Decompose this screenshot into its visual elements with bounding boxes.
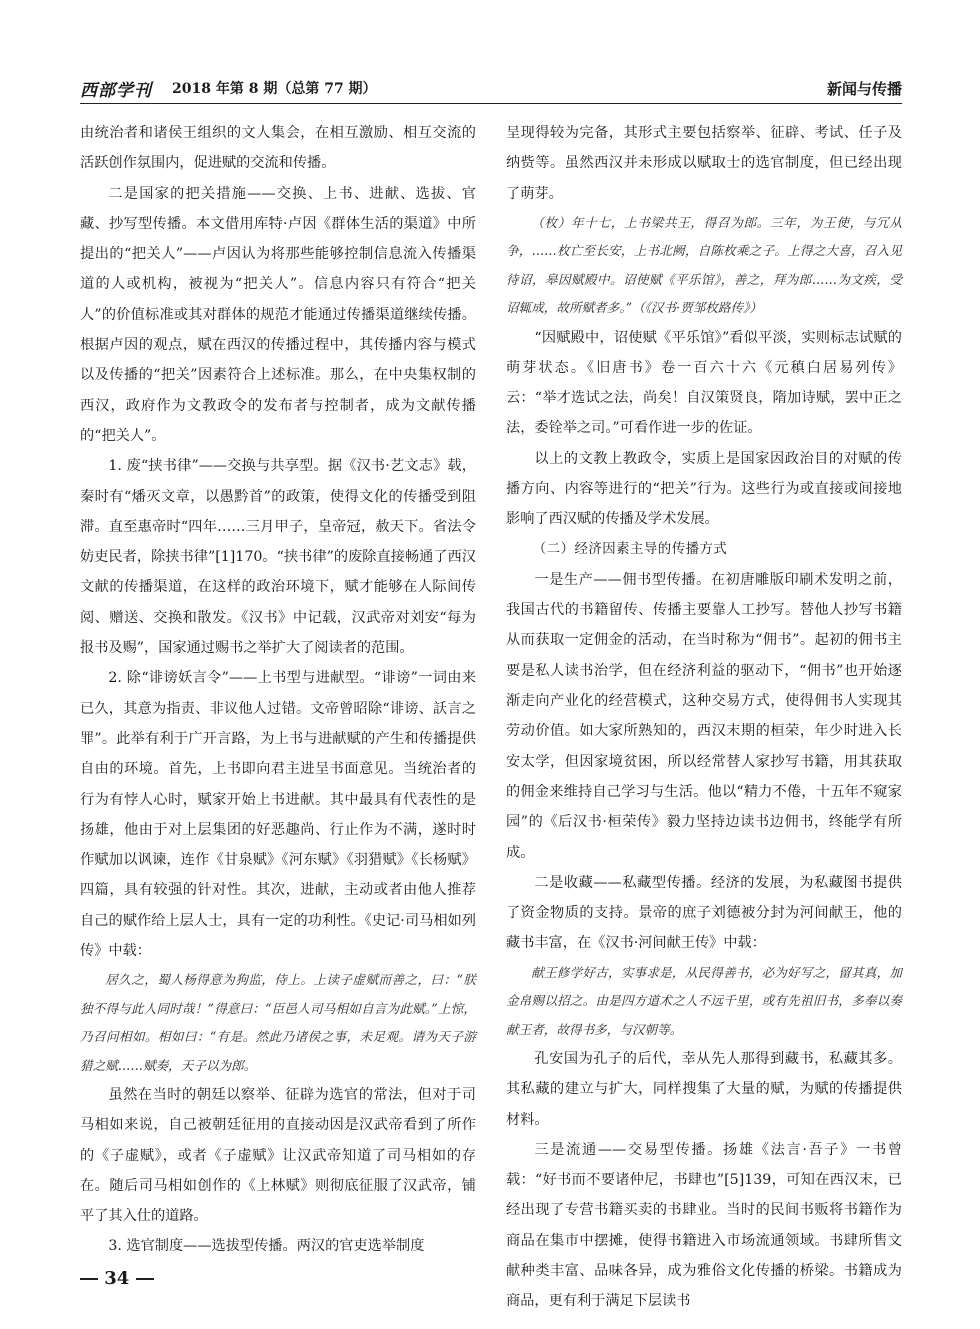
paragraph: 二是收藏——私藏型传播。经济的发展，为私藏图书提供了资金物质的支持。景帝的庶子刘德被分封为河间献王，他的藏书丰富，在《汉书·河间献王传》中载： xyxy=(506,874,902,952)
issue-info: 2018 年第 8 期（总第 77 期） xyxy=(172,81,377,97)
page-header xyxy=(80,70,902,104)
paragraph: 虽然在当时的朝廷以察举、征辟为选官的常法，但对于司马相如来说，自己被朝廷征用的直接动因是汉武帝看到了所作的《子虚赋》，或者《子虚赋》让汉武帝知道了司马相如的存在。随后司马相如创作的《上林赋》则彻底征服了汉武帝，铺平了其入仕的道路。 xyxy=(80,1086,476,1225)
block-quote: 居久之，蜀人杨得意为狗监，侍上。上读子虚赋而善之，曰：“朕独不得与此人同时哉！”得意曰：“臣邑人司马相如自言为此赋。”上惊，乃召问相如。相如曰：“有是。然此乃诸侯之事，未足观。请为天子游猎之赋……赋奏，天子以为郎。 xyxy=(80,972,476,1073)
paragraph: 1. 废“挟书律”——交换与共享型。据《汉书·艺文志》载，秦时有“燔灭文章，以愚黔首”的政策，使得文化的传播受到阻滞。直至惠帝时“四年……三月甲子，皇帝冠，赦天下。省法令妨吏民者，除挟书律”[1]170。“挟书律”的废除直接畅通了西汉文献的传播渠道，在这样的政治环境下，赋才能够在人际间传阅、赠送、交换和散发。《汉书》中记载，汉武帝对刘安“每为报书及赐”，国家通过赐书之举扩大了阅读者的范围。 xyxy=(80,458,476,657)
paragraph: 二是国家的把关措施——交换、上书、进献、选拔、官藏、抄写型传播。本文借用库特·卢因《群体生活的渠道》中所提出的“把关人”——卢因认为将那些能够控制信息流入传播渠道的人或机构，被视为“把关人”。信息内容只有符合“把关人”的价值标准或其对群体的规范才能通过传播渠道继续传播。根据卢因的观点，赋在西汉的传播过程中，其传播内容与模式以及传播的“把关”因素符合上述标准。那么，在中央集权制的西汉，政府作为文教政令的发布者与控制者，成为文献传播的“把关人”。 xyxy=(80,185,476,444)
paragraph: 一是生产——佣书型传播。在初唐雕版印刷术发明之前，我国古代的书籍留传、传播主要靠人工抄写。替他人抄写书籍从而获取一定佣金的活动，在当时称为“佣书”。起初的佣书主要是私人读书治学，但在经济利益的驱动下，“佣书”也开始逐渐走向产业化的经营模式，这种交易方式，使得佣书人实现其劳动价值。如大家所熟知的，西汉末期的桓荣，年少时进入长安太学，但因家境贫困，所以经常替人家抄写书籍，用其获取的佣金来维持自己学习与生活。他以“精力不倦，十五年不窥家园”的《后汉书·桓荣传》毅力坚持边读书边佣书，终能学有所成。 xyxy=(506,571,902,861)
block-quote: 献王修学好古，实事求是，从民得善书，必为好写之，留其真，加金帛赐以招之。由是四方道术之人不远千里，或有先祖旧书，多奉以奏献王者，故得书多，与汉朝等。 xyxy=(506,964,902,1037)
header-rule xyxy=(80,103,902,104)
paragraph: “因赋殿中，诏使赋《平乐馆》”看似平淡，实则标志试赋的萌芽状态。《旧唐书》卷一百六十六《元稹白居易列传》云：“举才选试之法，尚矣！自汉策贤良，隋加诗赋，罢中正之法，委铨举之司。”可看作进一步的佐证。 xyxy=(506,329,902,437)
footer-dash-right xyxy=(136,1278,154,1280)
section-heading: （二）经济因素主导的传播方式 xyxy=(532,541,728,557)
paragraph: 2. 除“诽谤妖言令”——上书型与进献型。“诽谤”一词由来已久，其意为指责、非议他人过错。文帝曾昭除“诽谤、訞言之罪”。此举有利于广开言路，为上书与进献赋的产生和传播提供自由的环境。首先，上书即向君主进呈书面意见。当统治者的行为有悖人心时，赋家开始上书进献。其中最具有代表性的是扬雄，他由于对上层集团的好恶趣尚、行止作为不满，遂时时作赋加以讽谏，连作《甘泉赋》《河东赋》《羽猎赋》《长杨赋》四篇，具有较强的针对性。其次，进献，主动或者由他人推荐自己的赋作给上层人士，具有一定的功利性。《史记·司马相如列传》中载： xyxy=(80,670,476,960)
paragraph: 三是流通——交易型传播。扬雄《法言·吾子》一书曾载：“好书而不要诸仲尼，书肆也”[5]139，可知在西汉末，已经出现了专营书籍买卖的书肆业。当时的民间书贩将书籍作为商品在集市中摆摊，使得书籍进入市场流通领域。书肆所售文献种类丰富、品味各异，成为雅俗文化传播的桥梁。书籍成为商品，更有利于满足下层读书 xyxy=(506,1141,902,1310)
footer-dash-left xyxy=(80,1278,98,1280)
paragraph: 由统治者和诸侯王组织的文人集会，在相互激励、相互交流的活跃创作氛围内，促进赋的交流和传播。 xyxy=(80,125,476,172)
paragraph: 3. 选官制度——选拔型传播。两汉的官吏选举制度 xyxy=(108,1238,425,1255)
left-column xyxy=(80,118,476,1258)
paragraph: 孔安国为孔子的后代，幸从先人那得到藏书，私藏其多。其私藏的建立与扩大，同样搜集了大量的赋，为赋的传播提供材料。 xyxy=(506,1050,902,1128)
right-column xyxy=(506,118,902,1310)
paragraph: 呈现得较为完备，其形式主要包括察举、征辟、考试、任子及纳赀等。虽然西汉并未形成以赋取士的选官制度，但已经出现了萌芽。 xyxy=(506,125,902,202)
page-number: 34 xyxy=(104,1268,130,1289)
page-footer xyxy=(80,1268,154,1289)
journal-logo: 西部学刊 xyxy=(80,81,152,101)
section-name: 新闻与传播 xyxy=(826,80,902,98)
paragraph: 以上的文教上教政令，实质上是国家因政治目的对赋的传播方向、内容等进行的“把关”行为。这些行为或直接或间接地影响了西汉赋的传播及学术发展。 xyxy=(506,450,902,528)
block-quote: （枚）年十七，上书梁共王，得召为郎。三年，为王使，与冗从争，……枚亡至长安，上书北阙，自陈枚乘之子。上得之大喜，召入见待诏，皋因赋殿中。诏使赋《平乐馆》，善之，拜为郎……为文疾，受诏辄成，故所赋者多。”（《汉书·贾邹枚路传》） xyxy=(506,214,902,316)
